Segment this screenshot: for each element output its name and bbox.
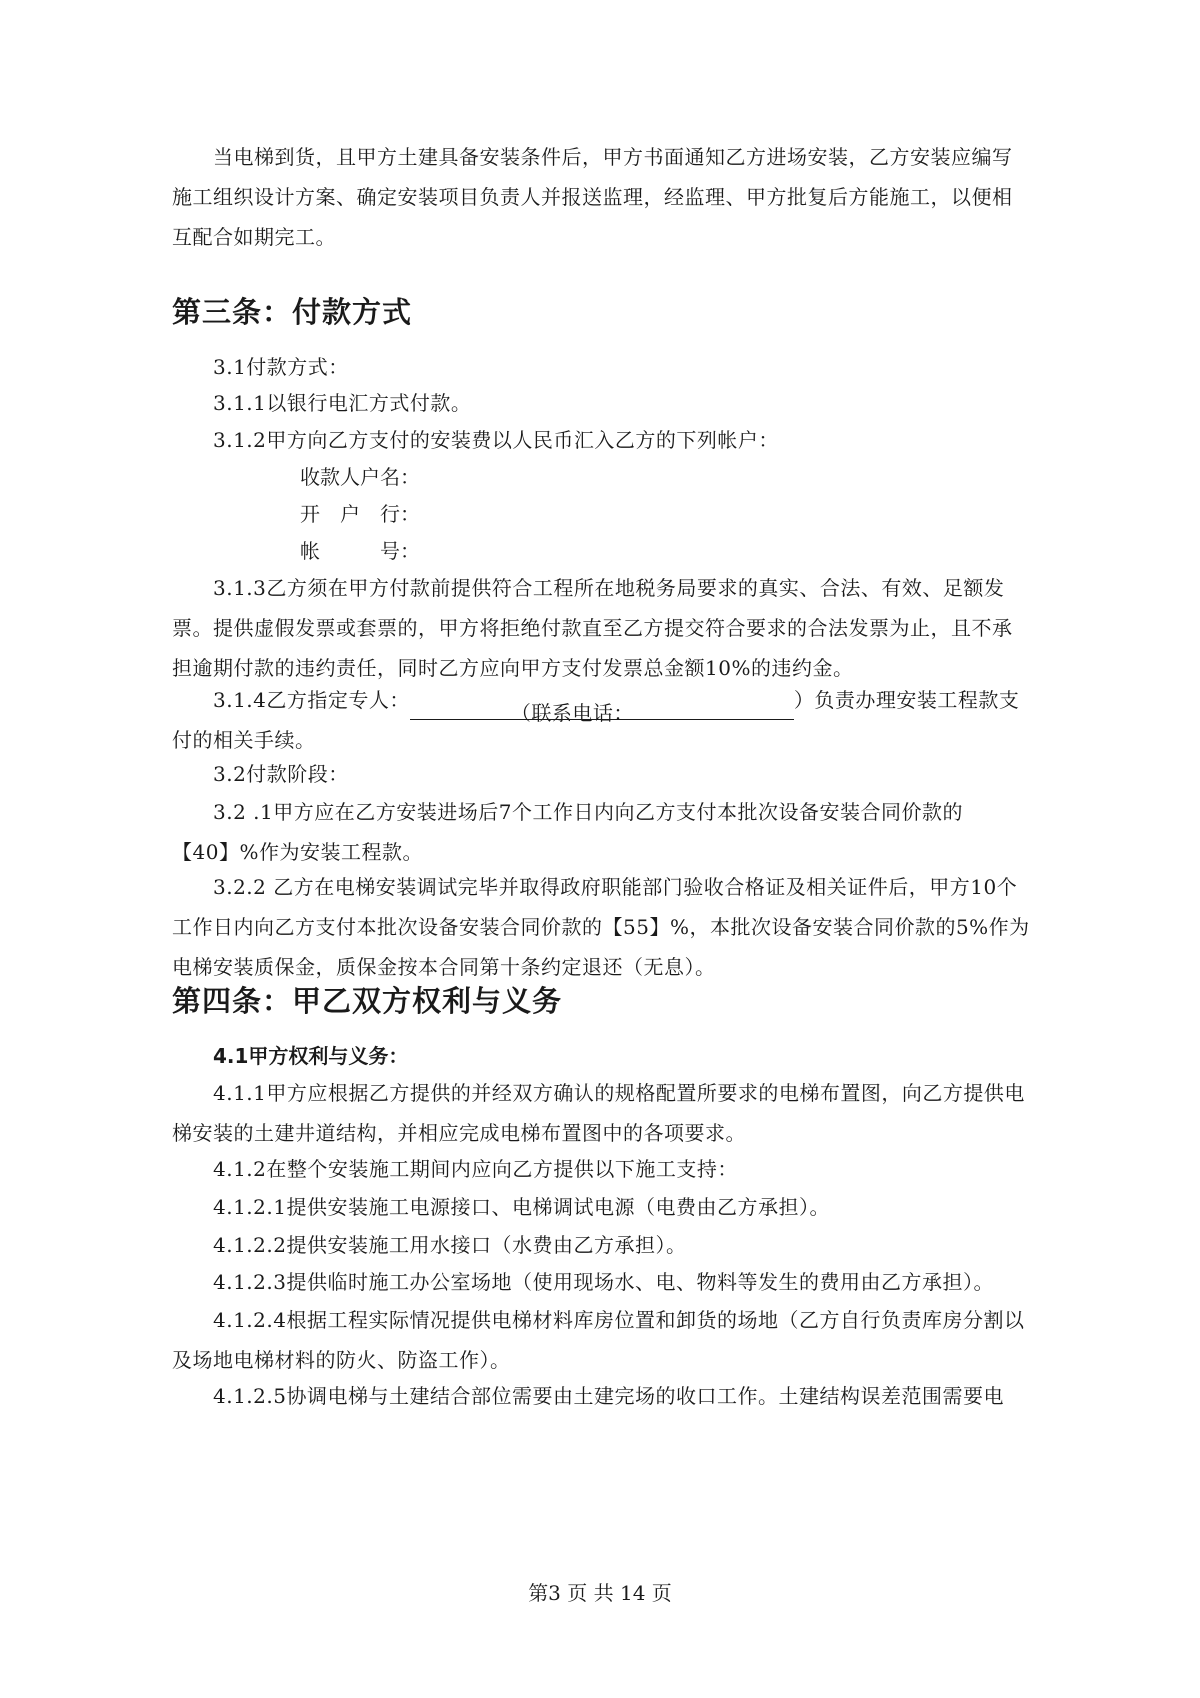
contact-phone-blank	[634, 693, 794, 720]
clause-4-1-2-2: 4.1.2.2提供安装施工用水接口（水费由乙方承担）。	[213, 1233, 687, 1257]
clause-3-1-2: 3.1.2甲方向乙方支付的安装费以人民币汇入乙方的下列帐户：	[213, 428, 779, 452]
clause-4-1-2-3: 4.1.2.3提供临时施工办公室场地（使用现场水、电、物料等发生的费用由乙方承担）。	[213, 1270, 994, 1294]
account-bank-label: 开 户 行：	[300, 502, 420, 526]
contact-phone-label: （联系电话：	[470, 693, 634, 720]
clause-3-1-4	[172, 680, 1032, 760]
intro-paragraph: 当电梯到货，且甲方土建具备安装条件后，甲方书面通知乙方进场安装，乙方安装应编写施工组织设计方案、确定安装项目负责人并报送监理，经监理、甲方批复后方能施工，以便相互配合如期完工。	[172, 145, 1013, 249]
clause-4-1-2-5: 4.1.2.5协调电梯与土建结合部位需要由土建完场的收口工作。土建结构误差范围需要电	[213, 1384, 1004, 1408]
page-number-footer: 第3 页 共 14 页	[528, 1581, 672, 1605]
clause-3-1-4-tail: ）负责办理安装工程款支付的相关手续。	[172, 688, 1020, 752]
clause-4-1-2: 4.1.2在整个安装施工期间内应向乙方提供以下施工支持：	[213, 1157, 738, 1181]
clause-3-1: 3.1付款方式：	[213, 355, 349, 379]
clause-4-1-1: 4.1.1甲方应根据乙方提供的并经双方确认的规格配置所要求的电梯布置图，向乙方提供电梯安装的土建井道结构，并相应完成电梯布置图中的各项要求。	[172, 1081, 1025, 1145]
clause-3-2-2: 3.2.2 乙方在电梯安装调试完毕并取得政府职能部门验收合格证及相关证件后，甲方10个工作日内向乙方支付本批次设备安装合同价款的【55】%，本批次设备安装合同价款的5%作为电梯安装质保金，质保金按本合同第十条约定退还（无息）。	[172, 875, 1030, 979]
article-3-heading: 第三条：付款方式	[172, 295, 413, 329]
article-4-heading: 第四条：甲乙双方权利与义务	[172, 984, 563, 1018]
clause-3-2: 3.2付款阶段：	[213, 762, 349, 786]
contact-person-blank	[410, 693, 470, 720]
clause-3-1-4-lead: 3.1.4乙方指定专人：	[213, 688, 410, 712]
clause-3-1-3: 3.1.3乙方须在甲方付款前提供符合工程所在地税务局要求的真实、合法、有效、足额发票。提供虚假发票或套票的，甲方将拒绝付款直至乙方提交符合要求的合法发票为止，且不承担逾期付款的违约责任，同时乙方应向甲方支付发票总金额10%的违约金。	[172, 576, 1013, 680]
section-4-1-heading: 4.1甲方权利与义务：	[213, 1044, 409, 1068]
clause-4-1-2-4: 4.1.2.4根据工程实际情况提供电梯材料库房位置和卸货的场地（乙方自行负责库房分割以及场地电梯材料的防火、防盗工作）。	[172, 1308, 1025, 1372]
account-name-label: 收款人户名：	[300, 465, 420, 489]
clause-4-1-2-1: 4.1.2.1提供安装施工电源接口、电梯调试电源（电费由乙方承担）。	[213, 1195, 830, 1219]
account-number-label: 帐 号：	[300, 539, 420, 563]
clause-3-2-1: 3.2 .1甲方应在乙方安装进场后7个工作日内向乙方支付本批次设备安装合同价款的【40】%作为安装工程款。	[172, 800, 963, 864]
clause-3-1-1: 3.1.1以银行电汇方式付款。	[213, 391, 472, 415]
